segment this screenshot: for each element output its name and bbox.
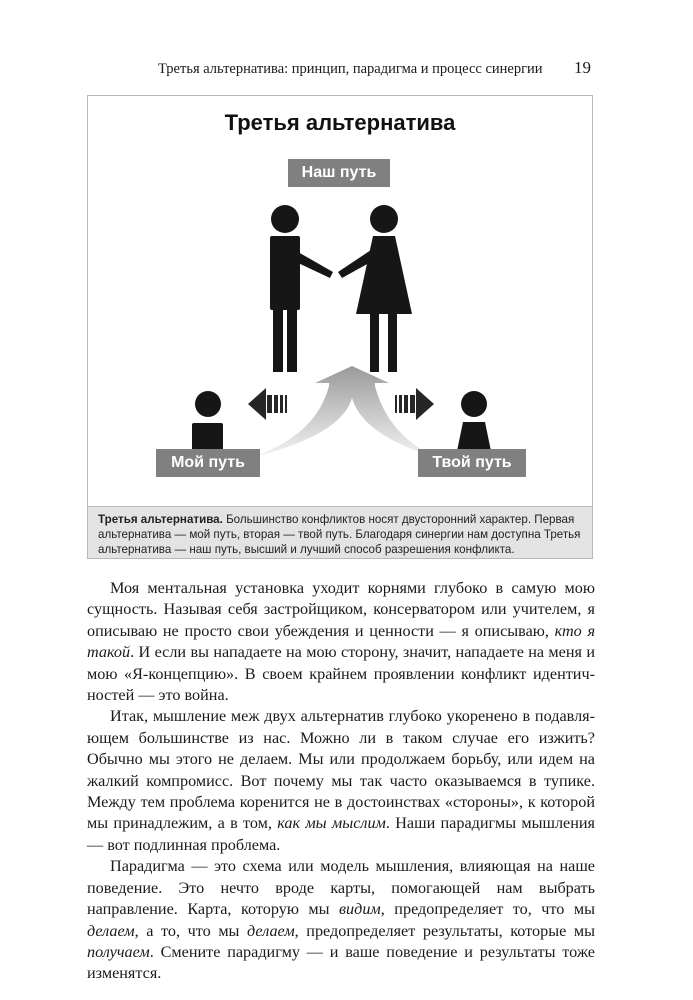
running-title: Третья альтернатива: принцип, парадигма и процесс синергии [158,61,543,77]
figure-third-alternative [87,95,593,559]
figure-caption [88,506,592,558]
paragraph: Итак, мышление меж двух альтернатив глубоко укоренено в подавляющем большинстве из нас. Можно ли в таком случае его изжить? Обычно мы этого не делаем. Мы или продолжаем борьбу, или идем на жалкий компромисс. Вот почему мы так часто оказываемся в тупике. Между тем проблема коренится не в достоинствах «стороны», к которой мы принадлежим, а в том, как мы мыслим. Наши парадигмы мышления — вот подлинная проблема. [87,707,595,854]
paragraph: Парадигма — это схема или модель мышления, влияющая на наше поведение. Это нечто вроде карты, помогающей нам выбрать направление. Карта, которую мы видим, предопределяет то, что мы делаем, а то, что мы делаем, предопределяет результаты, которые мы получаем. Смените парадигму — и ваше поведение и результаты тоже изменятся. [87,857,595,983]
label-your-way: Твой путь [418,449,526,477]
page-number: 19 [574,58,591,77]
label-my-way: Мой путь [156,449,260,477]
body-text [87,578,595,985]
label-our-way: Наш путь [288,159,390,187]
left-arrow-icon [248,388,287,420]
man-figure-icon [270,205,333,372]
left-person-icon [192,391,223,451]
woman-figure-icon [338,205,412,372]
upward-convergence-arrow [250,366,438,458]
paragraph: Моя ментальная установка уходит корнями глубоко в самую мою сущность. Называя себя застройщиком, консерватором или учителем, я описываю не просто свои убеждения и ценности — я описываю, кто я такой. И если вы нападаете на мою сторону, значит, нападаете на меня и мою «Я-концепцию». В своем крайнем проявлении конфликт идентичностей — это война. [87,579,595,705]
figure-illustration [88,96,591,506]
right-person-icon [457,391,491,451]
caption-lead: Третья альтернатива. [98,513,223,526]
figure-title: Третья альтернатива [224,110,456,135]
caption-text: Большинство конфликтов носят двусторонний характер. Первая альтернатива — мой путь, вторая — твой путь. Благодаря синергии нам доступна Третья альтернатива — наш путь, высший и лучший способ разрешения конфликта. [98,513,581,556]
right-arrow-icon [395,388,434,420]
running-header [0,60,693,80]
